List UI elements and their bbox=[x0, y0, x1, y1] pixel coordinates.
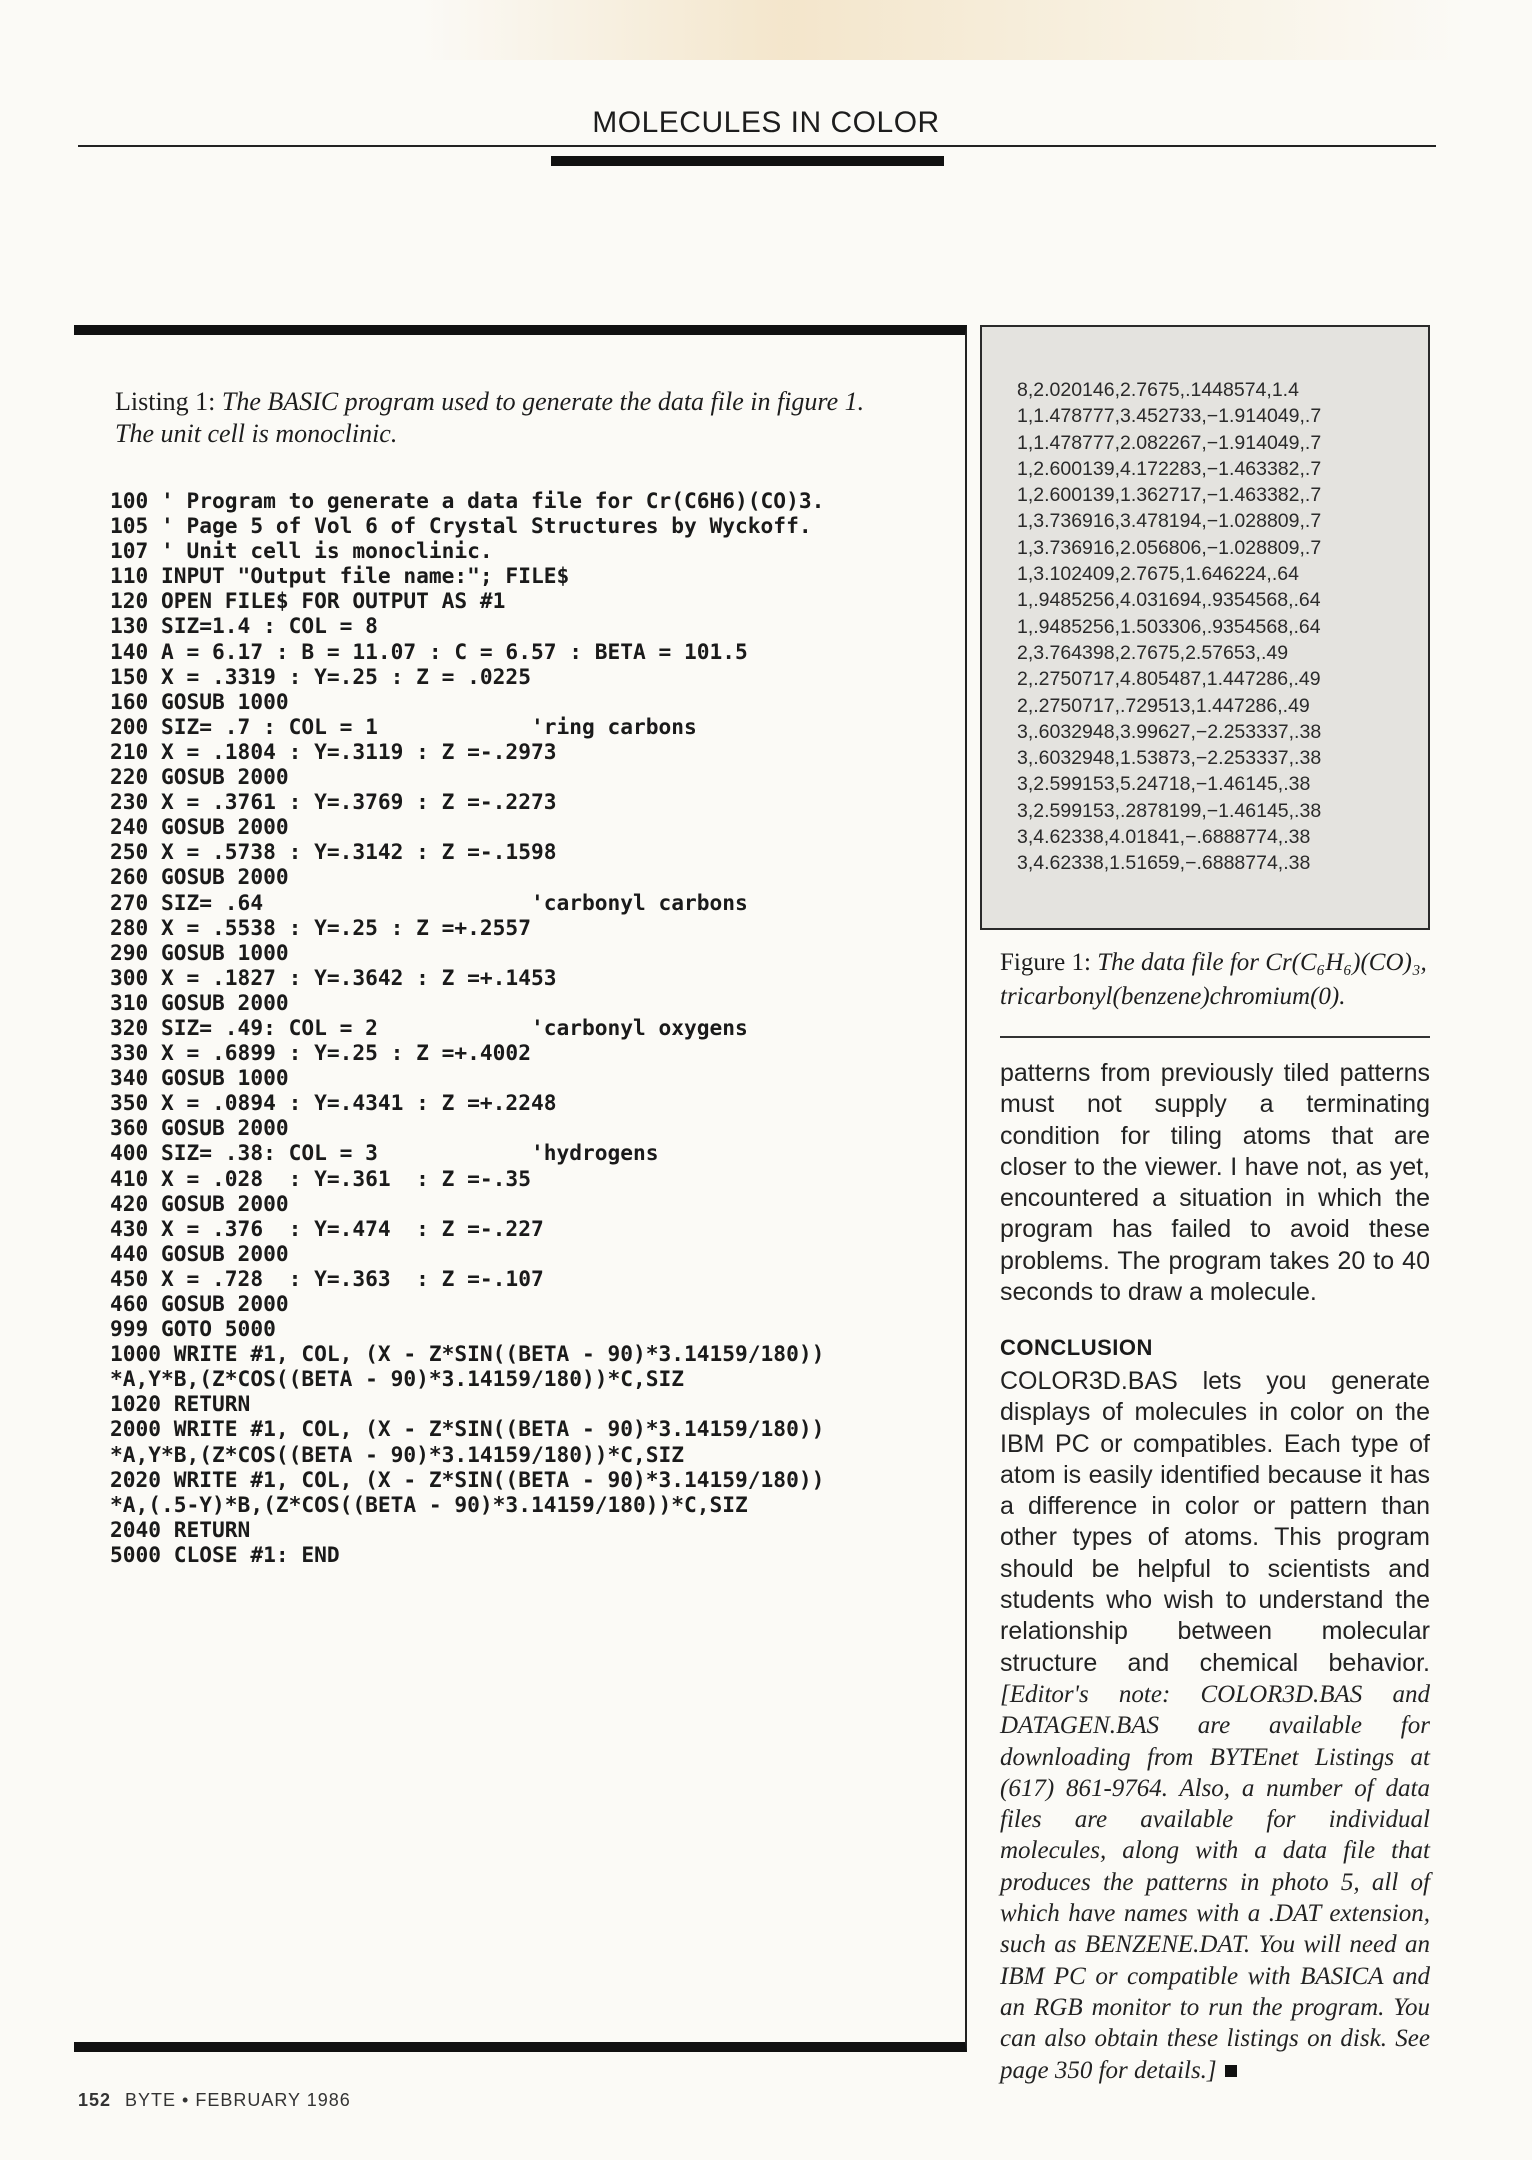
code-line: 1020 RETURN bbox=[110, 1391, 251, 1417]
code-line: 140 A = 6.17 : B = 11.07 : C = 6.57 : BETA = 101.5 bbox=[110, 638, 748, 664]
code-line: 410 X = .028 : Y=.361 : Z =-.35 bbox=[110, 1165, 531, 1191]
data-line: 1,2.600139,1.362717,−1.463382,.7 bbox=[1017, 484, 1322, 507]
body-paragraph: patterns from previously tiled patterns must not supply a terminating condition for tiling atoms that are closer to the viewer. I have not, as yet, encountered a situation in which the program has failed to avoid these problems. The program takes 20 to 40 seconds to draw a molecule. bbox=[1000, 1059, 1430, 1307]
conclusion-heading: CONCLUSION bbox=[1000, 1335, 1153, 1360]
code-line: 300 X = .1827 : Y=.3642 : Z =+.1453 bbox=[110, 964, 557, 990]
code-line: 450 X = .728 : Y=.363 : Z =-.107 bbox=[110, 1265, 544, 1291]
code-line: 160 GOSUB 1000 bbox=[110, 688, 289, 714]
code-line: 5000 CLOSE #1: END bbox=[110, 1541, 340, 1567]
publication-line: BYTE • FEBRUARY 1986 bbox=[125, 2090, 351, 2110]
code-line: 2040 RETURN bbox=[110, 1516, 251, 1542]
code-line: 280 X = .5538 : Y=.25 : Z =+.2557 bbox=[110, 914, 531, 940]
code-line: 200 SIZ= .7 : COL = 1 'ring carbons bbox=[110, 713, 697, 739]
running-header: MOLECULES IN COLOR bbox=[592, 106, 940, 139]
code-line: 999 GOTO 5000 bbox=[110, 1316, 276, 1342]
conclusion-text: COLOR3D.BAS lets you generate displays of molecules in color on the IBM PC or compatibles. Each type of atom is easily identified because it has a difference in color or pattern than other types of atoms. This program should be helpful to scientists and students who wish to understand the relationship between molecular structure and chemical behavior. bbox=[1000, 1367, 1430, 1677]
figure-rule bbox=[1000, 1036, 1430, 1038]
header-rule bbox=[78, 145, 1436, 147]
code-line: 230 X = .3761 : Y=.3769 : Z =-.2273 bbox=[110, 789, 557, 815]
page-number: 152 bbox=[78, 2090, 112, 2110]
code-line: 1000 WRITE #1, COL, (X - Z*SIN((BETA - 90)*3.14159/180)) bbox=[110, 1341, 825, 1367]
data-line: 3,.6032948,1.53873,−2.253337,.38 bbox=[1017, 747, 1322, 770]
data-line: 2,.2750717,.729513,1.447286,.49 bbox=[1017, 694, 1310, 717]
data-line: 3,2.599153,.2878199,−1.46145,.38 bbox=[1017, 799, 1322, 822]
data-line: 1,3.736916,2.056806,−1.028809,.7 bbox=[1017, 536, 1322, 559]
code-line: 310 GOSUB 2000 bbox=[110, 989, 289, 1015]
code-line: 270 SIZ= .64 'carbonyl carbons bbox=[110, 889, 748, 915]
code-line: 260 GOSUB 2000 bbox=[110, 864, 289, 890]
data-line: 1,.9485256,1.503306,.9354568,.64 bbox=[1017, 615, 1321, 638]
figure-label: Figure 1: bbox=[1000, 949, 1098, 976]
code-line: 440 GOSUB 2000 bbox=[110, 1240, 289, 1266]
code-line: 330 X = .6899 : Y=.25 : Z =+.4002 bbox=[110, 1040, 531, 1066]
code-line: 460 GOSUB 2000 bbox=[110, 1291, 289, 1316]
data-line: 2,3.764398,2.7675,2.57653,.49 bbox=[1017, 641, 1289, 664]
code-line: *A,Y*B,(Z*COS((BETA - 90)*3.14159/180))*C,SIZ bbox=[110, 1366, 685, 1392]
listing-caption bbox=[115, 386, 875, 450]
body-text bbox=[1000, 1058, 1430, 1308]
data-line: 3,4.62338,1.51659,−.6888774,.38 bbox=[1017, 852, 1311, 875]
figure-caption-text: The data file for Cr(C₆H₆)(CO)₃, tricarbonyl(benzene)chromium(0). bbox=[1000, 949, 1427, 1010]
data-line: 1,3.102409,2.7675,1.646224,.64 bbox=[1017, 563, 1299, 586]
basic-code-listing bbox=[110, 488, 824, 1567]
figure-data-file bbox=[1017, 377, 1321, 877]
code-line: 290 GOSUB 1000 bbox=[110, 939, 289, 965]
code-line: 320 SIZ= .49: COL = 2 'carbonyl oxygens bbox=[110, 1014, 748, 1040]
conclusion-section bbox=[1000, 1366, 1430, 2086]
data-line: 3,4.62338,4.01841,−.6888774,.38 bbox=[1017, 826, 1311, 849]
data-line: 8,2.020146,2.7675,.1448574,1.4 bbox=[1017, 379, 1299, 401]
code-line: 340 GOSUB 1000 bbox=[110, 1065, 289, 1091]
code-line: 110 INPUT "Output file name:"; FILE$ bbox=[110, 563, 570, 589]
data-line: 3,2.599153,5.24718,−1.46145,.38 bbox=[1017, 773, 1311, 796]
code-line: 400 SIZ= .38: COL = 3 'hydrogens bbox=[110, 1140, 659, 1166]
code-line: 430 X = .376 : Y=.474 : Z =-.227 bbox=[110, 1215, 544, 1241]
data-line: 2,.2750717,4.805487,1.447286,.49 bbox=[1017, 668, 1321, 691]
data-line: 1,3.736916,3.478194,−1.028809,.7 bbox=[1017, 510, 1322, 533]
code-line: 350 X = .0894 : Y=.4341 : Z =+.2248 bbox=[110, 1090, 557, 1116]
data-line: 1,1.478777,2.082267,−1.914049,.7 bbox=[1017, 431, 1322, 454]
conclusion-paragraph bbox=[1000, 1366, 1430, 2086]
page-stain bbox=[420, 0, 1470, 60]
page-footer bbox=[78, 2090, 351, 2111]
code-line: 360 GOSUB 2000 bbox=[110, 1115, 289, 1141]
code-line: 210 X = .1804 : Y=.3119 : Z =-.2973 bbox=[110, 738, 557, 764]
code-line: 130 SIZ=1.4 : COL = 8 bbox=[110, 613, 378, 639]
end-mark-icon bbox=[1225, 2065, 1237, 2077]
code-line: 107 ' Unit cell is monoclinic. bbox=[110, 538, 493, 564]
code-line: 105 ' Page 5 of Vol 6 of Crystal Structures by Wyckoff. bbox=[110, 513, 812, 539]
code-line: 240 GOSUB 2000 bbox=[110, 814, 289, 840]
code-line: 120 OPEN FILE$ FOR OUTPUT AS #1 bbox=[110, 588, 506, 614]
header-bar bbox=[551, 156, 944, 166]
listing-caption-text: The BASIC program used to generate the data file in figure 1. The unit cell is monoclinic. bbox=[115, 387, 865, 448]
code-line: 100 ' Program to generate a data file for Cr(C6H6)(CO)3. bbox=[110, 488, 825, 513]
data-line: 3,.6032948,3.99627,−2.253337,.38 bbox=[1017, 720, 1322, 743]
listing-label: Listing 1: bbox=[115, 387, 222, 416]
data-line: 1,2.600139,4.172283,−1.463382,.7 bbox=[1017, 457, 1322, 480]
code-line: *A,Y*B,(Z*COS((BETA - 90)*3.14159/180))*C,SIZ bbox=[110, 1441, 685, 1467]
data-line: 1,.9485256,4.031694,.9354568,.64 bbox=[1017, 589, 1321, 612]
code-line: 250 X = .5738 : Y=.3142 : Z =-.1598 bbox=[110, 839, 557, 865]
data-line: 1,1.478777,3.452733,−1.914049,.7 bbox=[1017, 405, 1322, 428]
code-line: 150 X = .3319 : Y=.25 : Z = .0225 bbox=[110, 663, 531, 689]
editor-note: [Editor's note: COLOR3D.BAS and DATAGEN.BAS are available for downloading from BYTEnet Listings at (617) 861-9764. Also, a number of data files are available for individual molecules, along with a data file that produces the patterns in photo 5, all of which have names with a .DAT extension, such as BENZENE.DAT. You will need an IBM PC or compatible with BASICA and an RGB monitor to run the program. You can also obtain these listings on disk. See page 350 for details.] bbox=[1000, 1680, 1430, 2084]
code-line: 2000 WRITE #1, COL, (X - Z*SIN((BETA - 90)*3.14159/180)) bbox=[110, 1416, 825, 1442]
figure-caption bbox=[1000, 946, 1430, 1014]
code-line: *A,(.5-Y)*B,(Z*COS((BETA - 90)*3.14159/180))*C,SIZ bbox=[110, 1491, 748, 1517]
code-line: 2020 WRITE #1, COL, (X - Z*SIN((BETA - 90)*3.14159/180)) bbox=[110, 1466, 825, 1492]
code-line: 220 GOSUB 2000 bbox=[110, 764, 289, 790]
code-line: 420 GOSUB 2000 bbox=[110, 1190, 289, 1216]
